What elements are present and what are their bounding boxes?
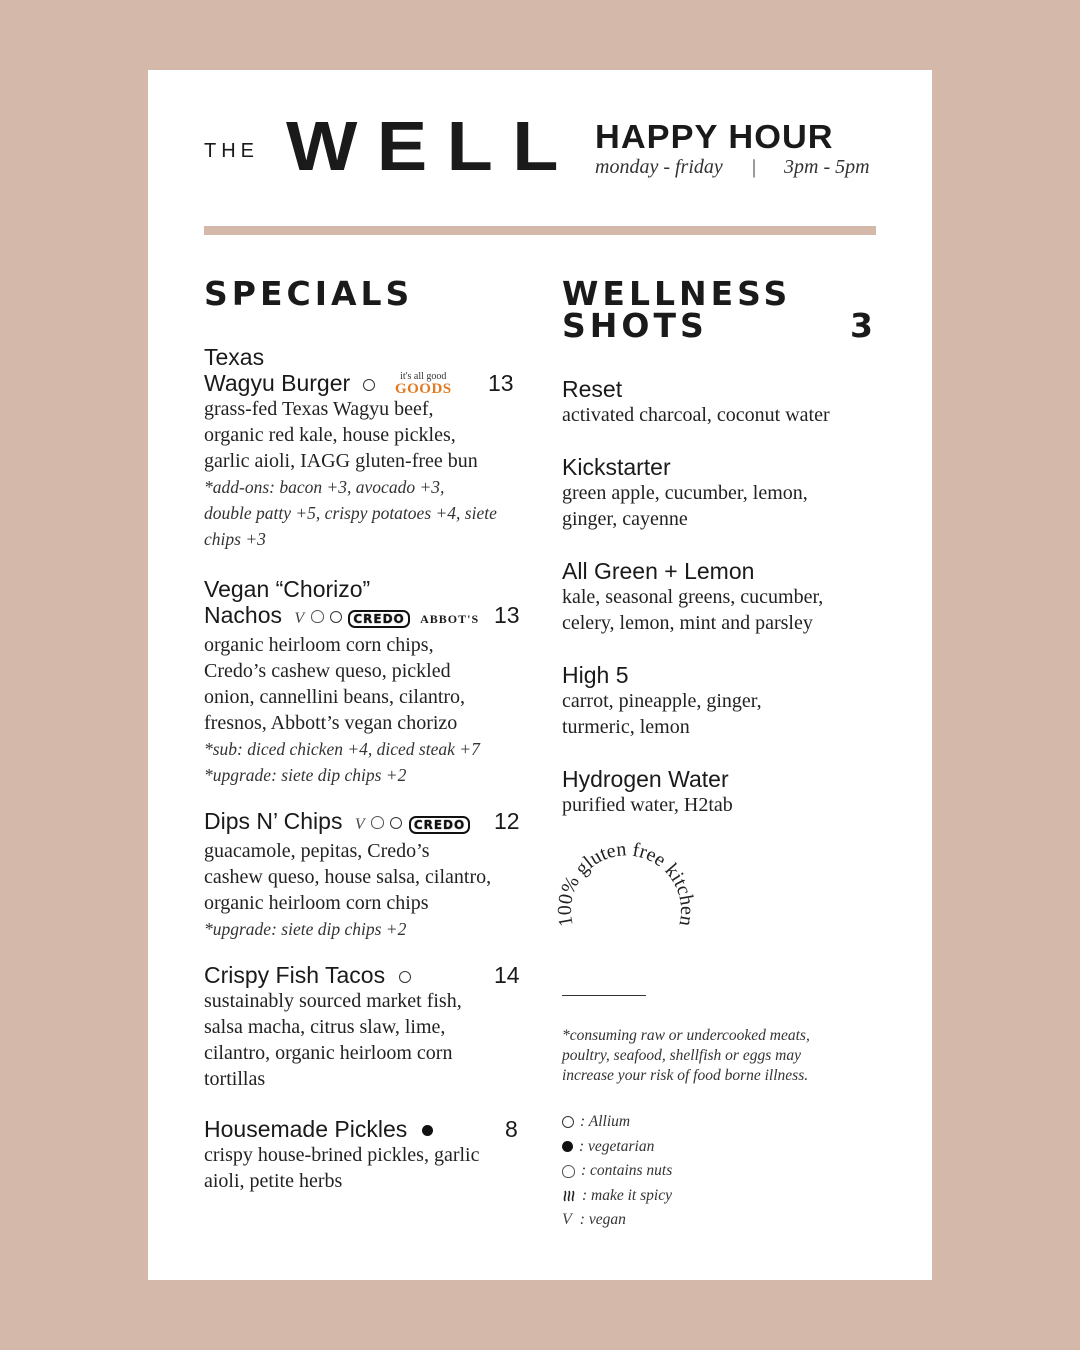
legend-row: : make it spicy: [562, 1184, 672, 1209]
item-description: green apple, cucumber, lemon, ginger, cayenne: [562, 482, 808, 530]
item-price: 13: [488, 370, 514, 396]
allium-icon: [390, 817, 402, 829]
food-safety-disclaimer: *consuming raw or undercooked meats, poultry, seafood, shellfish or eggs may increase your risk of food borne illness.: [562, 1027, 810, 1084]
item-name: Dips N’ Chips: [204, 808, 343, 834]
wellness-item: [562, 766, 882, 818]
spicy-icon: [562, 1189, 576, 1203]
wellness-list: [562, 376, 882, 818]
item-description: grass-fed Texas Wagyu beef, organic red kale, house pickles, garlic aioli, IAGG gluten-free bun: [204, 398, 478, 472]
item-notes: *upgrade: siete dip chips +2: [204, 919, 407, 939]
item-price: 12: [494, 808, 520, 834]
item-description: activated charcoal, coconut water: [562, 404, 830, 426]
wellness-item: [562, 376, 882, 428]
happy-hour-days: monday - friday: [595, 156, 723, 178]
special-item-fish-tacos: [204, 962, 524, 1092]
allium-icon: [330, 611, 342, 623]
vegan-icon: V: [562, 1211, 572, 1228]
legend-row: : Allium: [562, 1110, 672, 1135]
legend-row: : contains nuts: [562, 1159, 672, 1184]
item-name: Housemade Pickles: [204, 1116, 408, 1142]
logo-well: WELL: [286, 107, 578, 185]
wellness-price: 3: [850, 306, 877, 345]
legend-row: : vegetarian: [562, 1135, 672, 1160]
short-divider: [562, 995, 646, 996]
menu-card: [148, 70, 932, 1280]
item-name: Texas: [204, 344, 265, 370]
svg-text:100% gluten free kitchen: 100% gluten free kitchen: [554, 838, 699, 929]
vegetarian-icon: [422, 1125, 433, 1136]
item-name: Kickstarter: [562, 454, 671, 480]
item-description: kale, seasonal greens, cucumber, celery, lemon, mint and parsley: [562, 586, 824, 634]
legend-row: V : vegan: [562, 1211, 626, 1228]
item-name: High 5: [562, 662, 629, 688]
goods-brand-logo: it's all good GOODS: [394, 371, 452, 397]
item-price: 8: [505, 1116, 518, 1142]
vegan-icon: V: [294, 610, 305, 627]
header-divider: [204, 226, 876, 235]
specials-title: SPECIALS: [204, 274, 414, 313]
special-item-vegan-nachos: [204, 576, 524, 788]
item-name: Hydrogen Water: [562, 766, 729, 792]
vegetarian-icon: [562, 1141, 573, 1152]
special-item-wagyu-burger: [204, 344, 524, 552]
item-notes: *add-ons: bacon +3, avocado +3, double patty +5, crispy potatoes +4, siete chips +3: [204, 477, 497, 549]
happy-hour-time: 3pm - 5pm: [784, 156, 870, 178]
special-item-pickles: [204, 1116, 524, 1194]
item-price: 14: [494, 962, 520, 988]
legend: [562, 1110, 672, 1233]
item-description: carrot, pineapple, ginger, turmeric, lemon: [562, 690, 762, 738]
item-name: Wagyu Burger: [204, 370, 351, 396]
gluten-free-badge: [548, 835, 708, 975]
item-description: organic heirloom corn chips, Credo’s cashew queso, pickled onion, cannellini beans, cilantro, fresnos, Abbott’s vegan chorizo: [204, 634, 466, 734]
nut-icon: [311, 610, 324, 623]
vegan-icon: V: [354, 816, 365, 833]
happy-hour-title: HAPPY HOUR: [595, 118, 834, 155]
item-notes: *sub: diced chicken +4, diced steak +7 *upgrade: siete dip chips +2: [204, 739, 480, 785]
wellness-item: [562, 454, 882, 532]
wellness-item: [562, 558, 882, 636]
item-price: 13: [494, 602, 520, 628]
allium-icon: [562, 1116, 574, 1128]
item-name: Vegan “Chorizo”: [204, 576, 371, 602]
allium-icon: [363, 379, 375, 391]
nut-icon: [562, 1165, 575, 1178]
logo-the: THE: [204, 140, 259, 162]
item-description: purified water, H2tab: [562, 794, 733, 816]
item-description: crispy house-brined pickles, garlic aioli, petite herbs: [204, 1144, 480, 1192]
item-name: Crispy Fish Tacos: [204, 962, 386, 988]
special-item-dips-chips: [204, 808, 524, 942]
happy-hour-separator: |: [752, 156, 757, 178]
item-description: sustainably sourced market fish, salsa macha, citrus slaw, lime, cilantro, organic heirloom corn tortillas: [204, 990, 462, 1090]
item-description: guacamole, pepitas, Credo’s cashew queso, house salsa, cilantro, organic heirloom corn chips: [204, 840, 492, 914]
item-name: All Green + Lemon: [562, 558, 755, 584]
credo-brand-logo: CREDO: [348, 610, 409, 628]
credo-brand-logo: CREDO: [409, 816, 470, 834]
allium-icon: [399, 971, 411, 983]
item-name: Nachos: [204, 602, 282, 628]
wellness-title: WELLNESS SHOTS: [562, 274, 792, 345]
abbots-brand-logo: ABBOT'S: [420, 612, 480, 626]
nut-icon: [371, 816, 384, 829]
wellness-item: [562, 662, 882, 740]
item-name: Reset: [562, 376, 623, 402]
